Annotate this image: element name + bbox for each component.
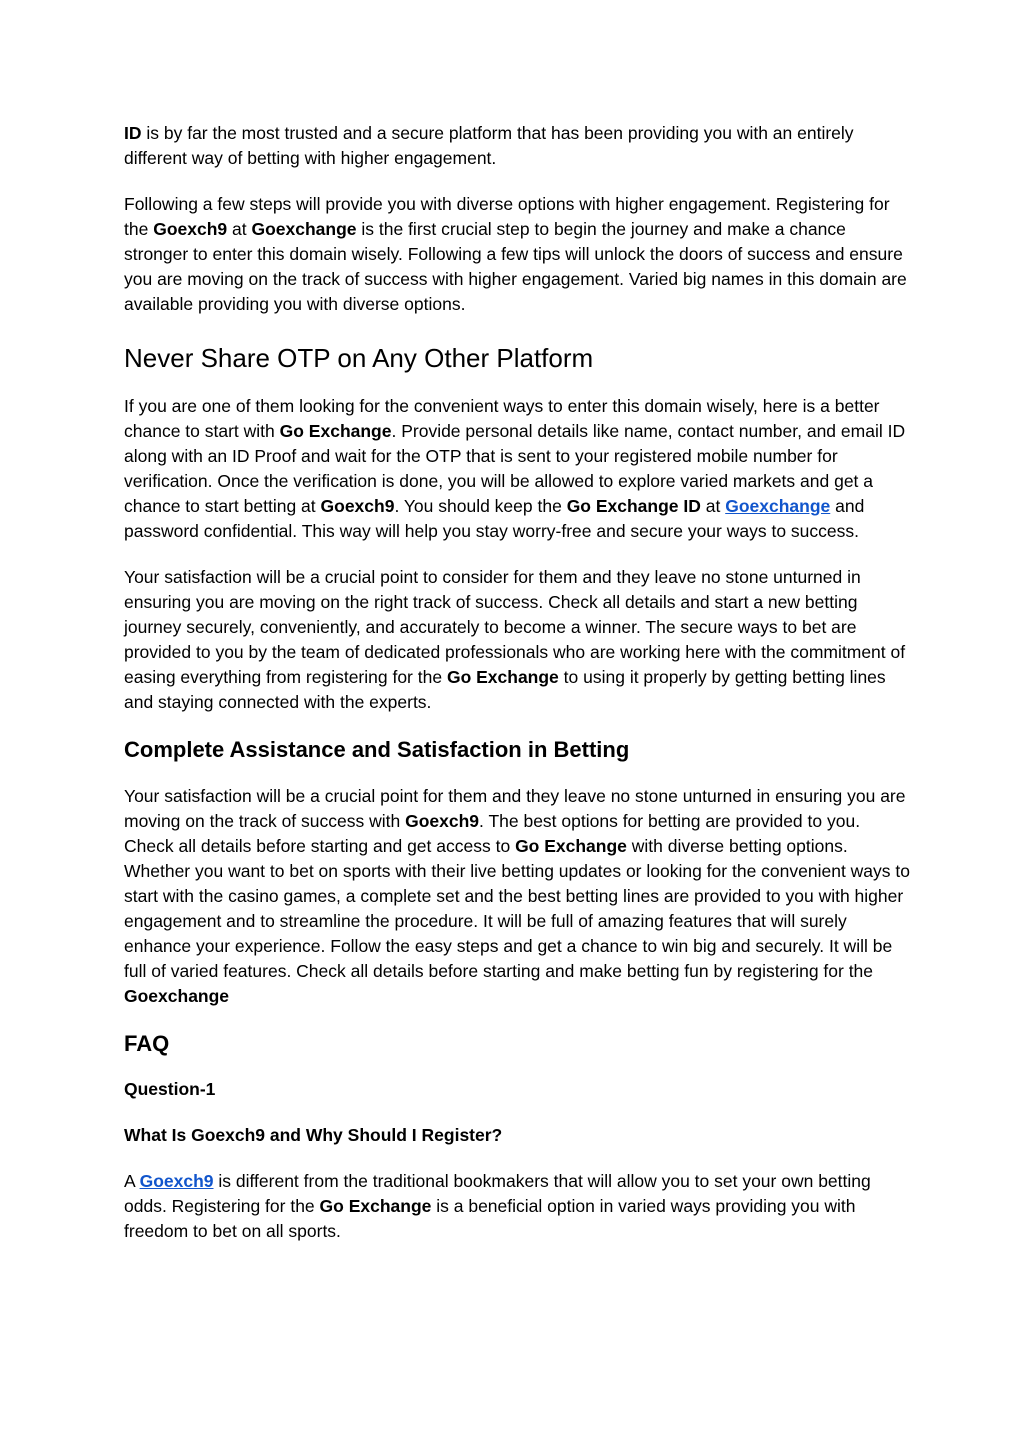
faq-answer [124, 1169, 914, 1244]
text: at [227, 219, 252, 239]
bold-text: Go Exchange [446, 667, 559, 687]
text: to using it properly by getting betting lines and staying connected with the experts. [124, 667, 886, 712]
bold-text: ID [124, 123, 142, 143]
bold-text: Go Exchange [319, 1196, 432, 1216]
text: is a beneficial option in varied ways providing you with freedom to bet on all sports. [124, 1196, 856, 1241]
text: with diverse betting options. Whether you want to bet on sports with their live betting updates or looking for the convenient ways to start with the casino games, a complete set and the best betting lines are provided to you with higher engagement and to streamline the procedure. It will be full of amazing features that will surely enhance your experience. Follow the easy steps and get a chance to win big and securely. It will be full of varied features. Check all details before starting and make betting fun by registering for the [124, 836, 910, 981]
text: . The best options for betting are provided to you. Check all details before starting and get access to [124, 811, 861, 856]
text: at [700, 496, 726, 516]
bold-text: Goexch9 [405, 811, 480, 831]
section-heading-assistance: Complete Assistance and Satisfaction in Betting [124, 737, 630, 762]
goexch9-link[interactable]: Goexch9 [139, 1171, 214, 1191]
section-heading-otp: Never Share OTP on Any Other Platform [124, 343, 594, 373]
text: is different from the traditional bookmakers that will allow you to set your own betting odds. Registering for the [124, 1171, 871, 1216]
bold-text: Go Exchange ID [566, 496, 701, 516]
goexchange-link[interactable]: Goexchange [725, 496, 831, 516]
otp-paragraph-1 [124, 394, 914, 544]
document-page [124, 121, 914, 1244]
assistance-paragraph [124, 784, 914, 1009]
faq-question: What Is Goexch9 and Why Should I Register? [124, 1125, 503, 1145]
text: and password confidential. This way will help you stay worry-free and secure your ways to success. [124, 496, 865, 541]
text: If you are one of them looking for the convenient ways to enter this domain wisely, here is a better chance to start with [124, 396, 880, 441]
text: A [124, 1171, 140, 1191]
text: is by far the most trusted and a secure platform that has been providing you with an entirely different way of betting with higher engagement. [124, 123, 854, 168]
intro-paragraph-2 [124, 192, 914, 317]
text: . You should keep the [394, 496, 567, 516]
text: Following a few steps will provide you with diverse options with higher engagement. Registering for the [124, 194, 890, 239]
bold-text: Goexchange [124, 986, 230, 1006]
text: is the first crucial step to begin the journey and make a chance stronger to enter this domain wisely. Following a few tips will unlock the doors of success and ensure you are moving on the track of success with higher engagement. Varied big names in this domain are available providing you with diverse options. [124, 219, 907, 314]
text: . Provide personal details like name, contact number, and email ID along with an ID Proof and wait for the OTP that is sent to your registered mobile number for verification. Once the verification is done, you will be allowed to explore varied markets and get a chance to start betting at [124, 421, 906, 516]
bold-text: Go Exchange [279, 421, 392, 441]
bold-text: Goexch9 [320, 496, 395, 516]
intro-paragraph-1 [124, 121, 914, 171]
bold-text: Go Exchange [515, 836, 627, 856]
faq-heading: FAQ [124, 1031, 170, 1056]
faq-question-label: Question-1 [124, 1079, 216, 1099]
bold-text: Goexch9 [153, 219, 228, 239]
text: Your satisfaction will be a crucial point to consider for them and they leave no stone unturned in ensuring you are moving on the right track of success. Check all details and start a new betting journey securely, conveniently, and accurately to become a winner. The secure ways to bet are provided to you by the team of dedicated professionals who are working here with the commitment of easing everything from registering for the [124, 567, 906, 687]
bold-text: Goexchange [251, 219, 357, 239]
text: Your satisfaction will be a crucial point for them and they leave no stone unturned in ensuring you are moving on the track of success with [124, 786, 906, 831]
otp-paragraph-2 [124, 565, 914, 715]
